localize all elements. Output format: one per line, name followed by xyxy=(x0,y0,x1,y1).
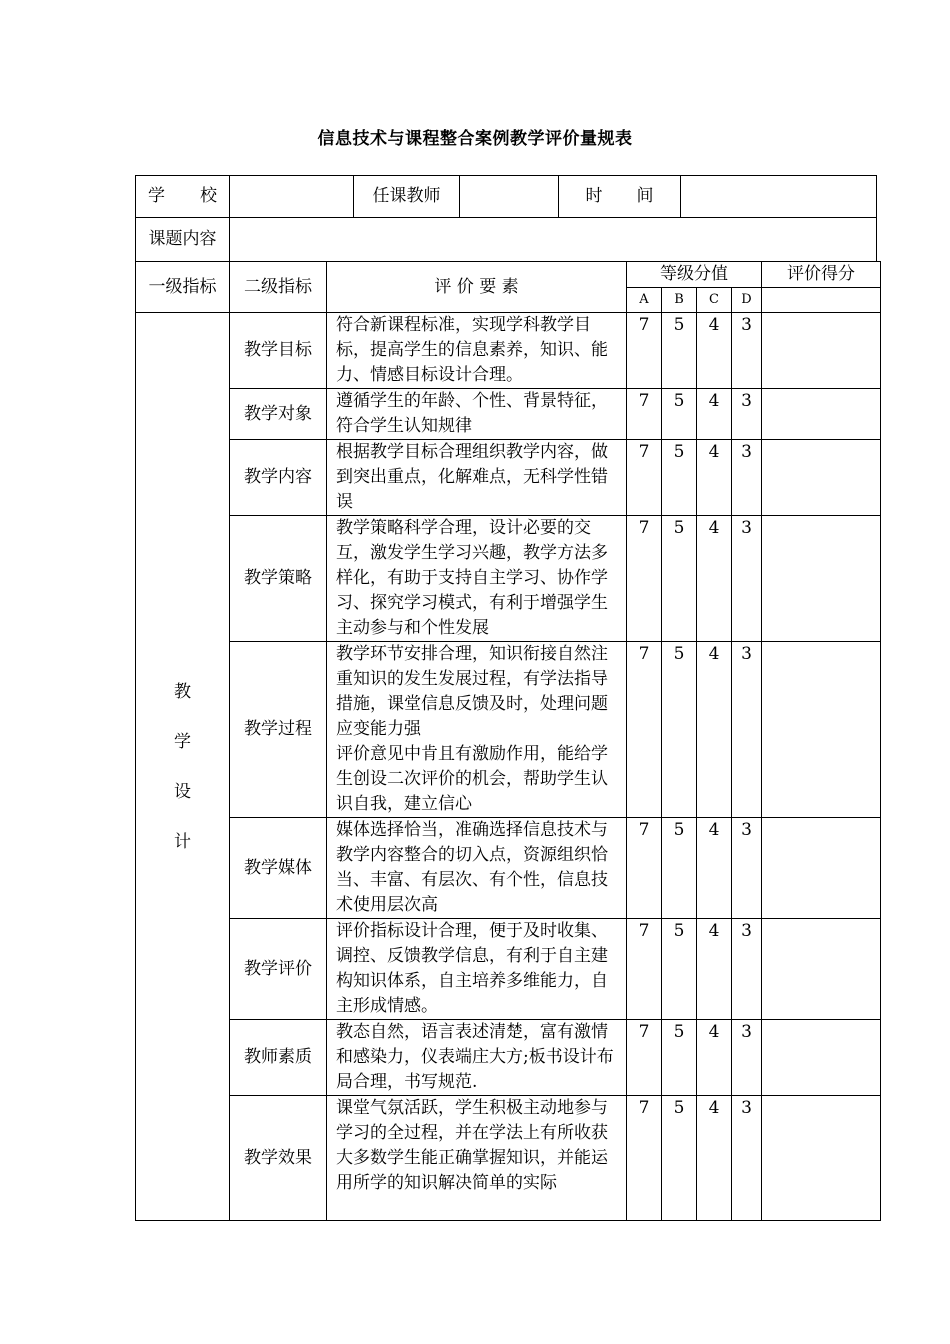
category-char: 教 xyxy=(174,681,191,702)
eval-score-field[interactable] xyxy=(762,313,881,389)
school-label: 学 校 xyxy=(136,176,230,218)
grade-score-header: 等级分值 xyxy=(627,262,762,288)
row-requirement: 媒体选择恰当，准确选择信息技术与教学内容整合的切入点，资源组织恰当、丰富、有层次、有个性，信息技术使用层次高 xyxy=(327,818,627,919)
info-table xyxy=(135,175,877,262)
score-b: 5 xyxy=(662,1020,697,1096)
row-requirement: 教学策略科学合理，设计必要的交互，激发学生学习兴趣，教学方法多样化，有助于支持自主学习、协作学习、探究学习模式，有利于增强学生主动参与和个性发展 xyxy=(327,516,627,642)
row-requirement-para: 大多数学生能正确掌握知识，并能运用所学的知识解决简单的实际 xyxy=(336,1148,608,1193)
category-char: 设 xyxy=(174,781,191,802)
score-d: 3 xyxy=(732,818,762,919)
score-a: 7 xyxy=(627,440,662,516)
row-name: 教学目标 xyxy=(230,313,327,389)
row-name: 教师素质 xyxy=(230,1020,327,1096)
score-c: 4 xyxy=(697,1020,732,1096)
time-label: 时 间 xyxy=(559,176,681,218)
row-requirement: 遵循学生的年龄、个性、背景特征，符合学生认知规律 xyxy=(327,389,627,440)
level1-header: 一级指标 xyxy=(136,262,230,313)
score-c: 4 xyxy=(697,516,732,642)
page-title: 信息技术与课程整合案例教学评价量规表 xyxy=(317,129,633,149)
score-d: 3 xyxy=(732,516,762,642)
row-requirement: 根据教学目标合理组织教学内容，做到突出重点，化解难点，无科学性错误 xyxy=(327,440,627,516)
row-name: 教学评价 xyxy=(230,919,327,1020)
eval-score-field[interactable] xyxy=(762,919,881,1020)
requirements-header: 评 价 要 素 xyxy=(327,262,627,313)
score-c: 4 xyxy=(697,818,732,919)
row-requirement: 评价指标设计合理，便于及时收集、调控、反馈教学信息，有利于自主建构知识体系，自主培养多维能力，自主形成情感。 xyxy=(327,919,627,1020)
teacher-field[interactable] xyxy=(460,176,559,218)
score-d: 3 xyxy=(732,1020,762,1096)
teacher-label: 任课教师 xyxy=(354,176,460,218)
topic-field[interactable] xyxy=(230,218,877,262)
time-field[interactable] xyxy=(681,176,877,218)
score-a: 7 xyxy=(627,919,662,1020)
score-d: 3 xyxy=(732,642,762,818)
score-c: 4 xyxy=(697,389,732,440)
row-name: 教学媒体 xyxy=(230,818,327,919)
eval-score-field[interactable] xyxy=(762,516,881,642)
row-requirement: 教态自然，语言表述清楚，富有激情和感染力，仪表端庄大方;板书设计布局合理，书写规范. xyxy=(327,1020,627,1096)
grade-d-header: D xyxy=(732,288,762,313)
score-b: 5 xyxy=(662,919,697,1020)
row-name: 教学策略 xyxy=(230,516,327,642)
score-b: 5 xyxy=(662,440,697,516)
score-d: 3 xyxy=(732,919,762,1020)
score-d: 3 xyxy=(732,313,762,389)
eval-score-field[interactable] xyxy=(762,642,881,818)
eval-score-field[interactable] xyxy=(762,1096,881,1221)
score-d: 3 xyxy=(732,440,762,516)
category-cell xyxy=(136,313,230,1221)
score-b: 5 xyxy=(662,642,697,818)
rubric-table xyxy=(135,261,881,1221)
row-requirement-para: 评价意见中肯且有激励作用，能给学生创设二次评价的机会，帮助学生认识自我，建立信心 xyxy=(336,744,608,814)
eval-score-header: 评价得分 xyxy=(762,262,881,288)
score-b: 5 xyxy=(662,818,697,919)
score-b: 5 xyxy=(662,313,697,389)
school-field[interactable] xyxy=(230,176,354,218)
row-requirement-para: 课堂气氛活跃，学生积极主动地参与学习的全过程，并在学法上有所收获 xyxy=(336,1098,608,1143)
row-requirement xyxy=(327,642,627,818)
score-a: 7 xyxy=(627,389,662,440)
score-c: 4 xyxy=(697,919,732,1020)
grade-c-header: C xyxy=(697,288,732,313)
eval-score-field[interactable] xyxy=(762,818,881,919)
score-a: 7 xyxy=(627,1096,662,1221)
category-char: 学 xyxy=(174,731,191,752)
row-name: 教学对象 xyxy=(230,389,327,440)
score-c: 4 xyxy=(697,642,732,818)
level2-header: 二级指标 xyxy=(230,262,327,313)
row-requirement-para: 教学环节安排合理，知识衔接自然注重知识的发生发展过程，有学法指导措施，课堂信息反馈及时，处理问题应变能力强 xyxy=(336,644,608,739)
row-name: 教学内容 xyxy=(230,440,327,516)
row-requirement xyxy=(327,1096,627,1221)
score-c: 4 xyxy=(697,1096,732,1221)
score-a: 7 xyxy=(627,1020,662,1096)
grade-b-header: B xyxy=(662,288,697,313)
category-char: 计 xyxy=(174,831,191,852)
score-a: 7 xyxy=(627,642,662,818)
topic-label: 课题内容 xyxy=(136,218,230,262)
score-b: 5 xyxy=(662,389,697,440)
row-name: 教学效果 xyxy=(230,1096,327,1221)
eval-score-field[interactable] xyxy=(762,1020,881,1096)
score-b: 5 xyxy=(662,1096,697,1221)
score-c: 4 xyxy=(697,440,732,516)
eval-score-subheader xyxy=(762,288,881,313)
score-c: 4 xyxy=(697,313,732,389)
score-a: 7 xyxy=(627,313,662,389)
row-requirement: 符合新课程标准，实现学科教学目标，提高学生的信息素养，知识、能力、情感目标设计合理。 xyxy=(327,313,627,389)
score-d: 3 xyxy=(732,1096,762,1221)
score-b: 5 xyxy=(662,516,697,642)
eval-score-field[interactable] xyxy=(762,440,881,516)
score-a: 7 xyxy=(627,516,662,642)
eval-score-field[interactable] xyxy=(762,389,881,440)
score-d: 3 xyxy=(732,389,762,440)
score-a: 7 xyxy=(627,818,662,919)
row-name: 教学过程 xyxy=(230,642,327,818)
grade-a-header: A xyxy=(627,288,662,313)
